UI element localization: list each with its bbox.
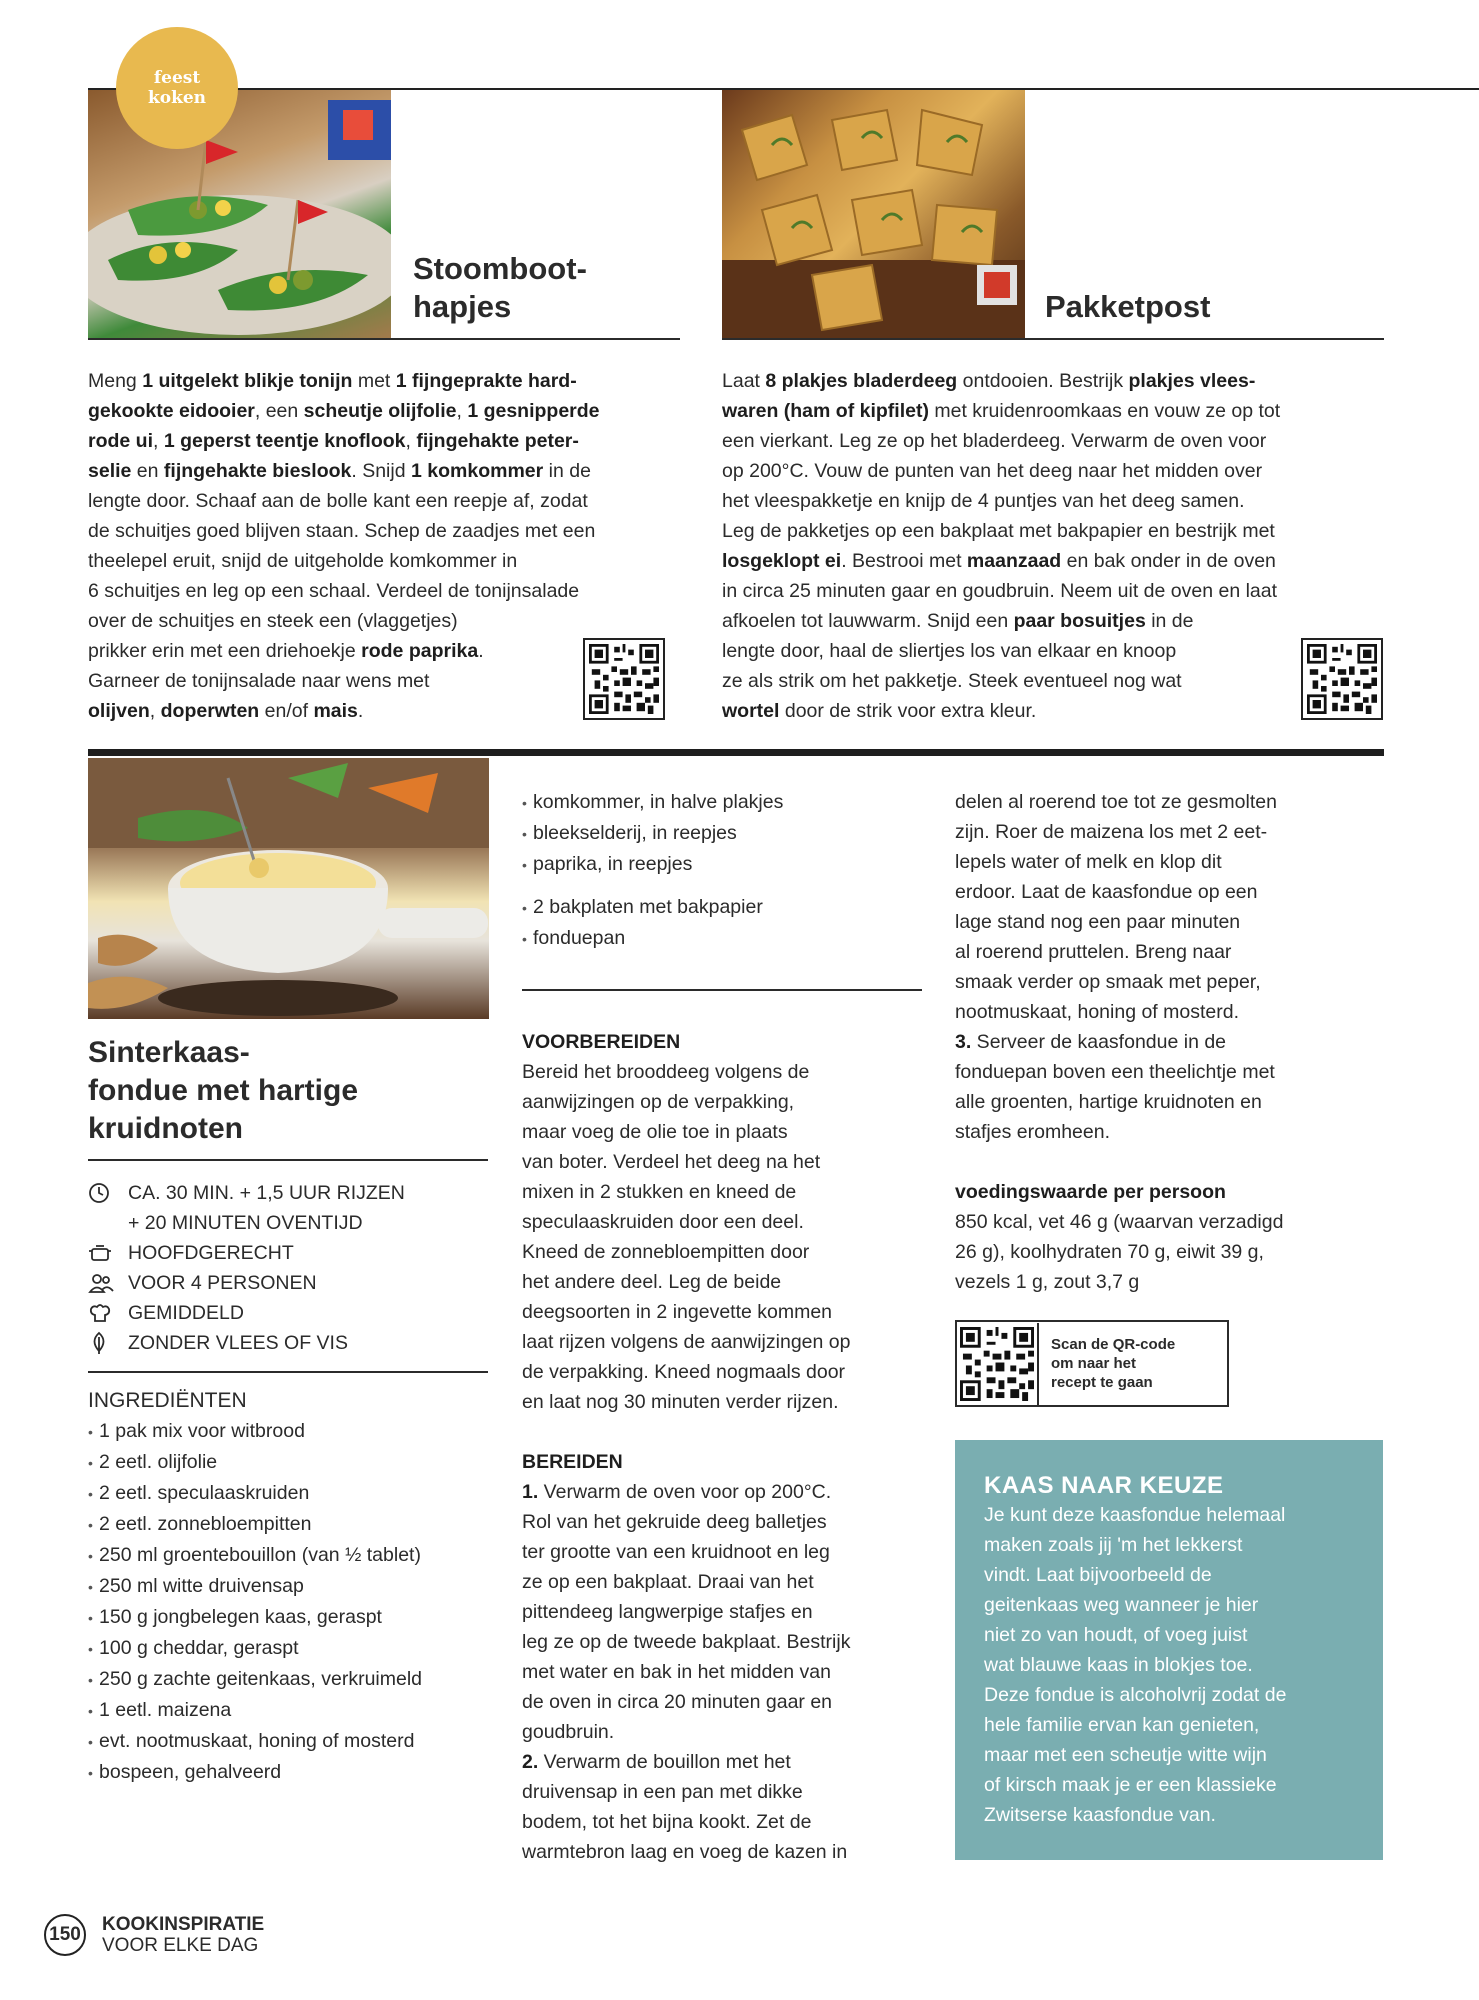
recipe2-title: Pakketpost (1045, 289, 1211, 324)
column-3 (955, 787, 1385, 1297)
step-line: lepels water of melk en klop dit (955, 851, 1222, 873)
nutrition-text (955, 1207, 1385, 1297)
column-2-rule (522, 989, 922, 991)
cheese-fondue-illustration (88, 758, 489, 1019)
leaf-icon (88, 1328, 118, 1358)
body-line: prikker erin met een driehoekje rode paprika. (88, 640, 484, 662)
tip-line: maken zoals jij 'm het lekkerst (984, 1534, 1243, 1556)
body-line: wortel door de strik voor extra kleur. (722, 700, 1037, 722)
ingredient-item: • 250 g zachte geitenkaas, verkruimeld (88, 1664, 488, 1695)
ingredient-item: • paprika, in reepjes (522, 849, 922, 880)
scan-line3: recept te gaan (1051, 1374, 1153, 1391)
nutrition-heading: voedingswaarde per persoon (955, 1181, 1226, 1203)
clock-icon (88, 1178, 118, 1208)
body-line: theelepel eruit, snijd de uitgeholde komkommer in (88, 550, 518, 572)
ingredient-item: • 1 eetl. maizena (88, 1695, 488, 1726)
tip-line: niet zo van houdt, of voeg juist (984, 1624, 1248, 1646)
meta-course-label: HOOFDGERECHT (128, 1242, 294, 1264)
tip-line: vindt. Laat bijvoorbeeld de (984, 1564, 1212, 1586)
meta-persons (88, 1268, 488, 1298)
ingredient-item: • 1 pak mix voor witbrood (88, 1416, 488, 1447)
body-line: Leg de pakketjes op een bakplaat met bakpapier en bestrijk met (722, 520, 1275, 542)
body-line: gekookte eidooier, een scheutje olijfolie, 1 gesnipperde (88, 400, 600, 422)
steps-heading: BEREIDEN (522, 1451, 623, 1473)
scan-line1: Scan de QR-code (1051, 1336, 1176, 1353)
meta-difficulty-label: GEMIDDELD (128, 1302, 244, 1324)
badge-line2: koken (147, 88, 207, 108)
step-line: 3. Serveer de kaasfondue in de (955, 1031, 1227, 1053)
feest-koken-badge (116, 27, 238, 149)
prep-text (522, 1057, 932, 1417)
ingredient-item: • komkommer, in halve plakjes (522, 787, 922, 818)
step-line: al roerend pruttelen. Breng naar (955, 941, 1232, 963)
tip-line: of kirsch maak je er een klassieke (984, 1774, 1277, 1796)
step-line: smaak verder op smaak met peper, (955, 971, 1261, 993)
body-line: rode ui, 1 geperst teentje knoflook, fijngehakte peter- (88, 430, 579, 452)
puff-pastry-parcels-illustration (722, 90, 1025, 340)
recipe3-title-line1: Sinterkaas- (88, 1036, 250, 1069)
body-line: de schuitjes goed blijven staan. Schep de zaadjes met een (88, 520, 596, 542)
tip-title: KAAS NAAR KEUZE (984, 1472, 1224, 1499)
tip-line: Zwitserse kaasfondue van. (984, 1804, 1216, 1826)
qr-code-icon (589, 644, 659, 714)
scan-line2: om naar het (1051, 1355, 1137, 1372)
recipe3-photo (88, 758, 489, 1019)
prep-line: speculaaskruiden door een deel. (522, 1211, 804, 1233)
tip-line: Je kunt deze kaasfondue helemaal (984, 1504, 1286, 1526)
body-line: losgeklopt ei. Bestrooi met maanzaad en bak onder in de oven (722, 550, 1276, 572)
qr-code-icon (960, 1326, 1034, 1402)
meta-time-line1: CA. 30 MIN. + 1,5 UUR RIJZEN (128, 1182, 405, 1204)
meta-diet-label: ZONDER VLEES OF VIS (128, 1332, 348, 1354)
body-line: lengte door, haal de sliertjes los van elkaar en knoop (722, 640, 1177, 662)
nutrition-line: vezels 1 g, zout 3,7 g (955, 1271, 1140, 1293)
recipe3-qr-code[interactable] (957, 1323, 1039, 1405)
step-line: alle groenten, hartige kruidnoten en (955, 1091, 1262, 1113)
recipe3-title-line2: fondue met hartige (88, 1074, 359, 1107)
recipe3-title-underline (88, 1159, 488, 1161)
body-line: in circa 25 minuten gaar en goudbruin. Neem uit de oven en laat (722, 580, 1278, 602)
ingredients-section (88, 1386, 488, 1788)
step-line: druivensap in een pan met dikke (522, 1781, 803, 1803)
ingredient-item: • 250 ml witte druivensap (88, 1571, 488, 1602)
step-line: stafjes eromheen. (955, 1121, 1111, 1143)
recipe3-title-line3: kruidnoten (88, 1112, 243, 1145)
ingredient-item: • 2 eetl. speculaaskruiden (88, 1478, 488, 1509)
tip-box (955, 1440, 1383, 1860)
recipe2-underline (722, 338, 1384, 340)
prep-line: het andere deel. Leg de beide (522, 1271, 782, 1293)
step-line: Rol van het gekruide deeg balletjes (522, 1511, 827, 1533)
nutrition-line: 850 kcal, vet 46 g (waarvan verzadigd (955, 1211, 1284, 1233)
prep-line: maar voeg de olie toe in plaats (522, 1121, 788, 1143)
step-line: 2. Verwarm de bouillon met het (522, 1751, 791, 1773)
prep-line: deegsoorten in 2 ingevette kommen (522, 1301, 833, 1323)
body-line: 6 schuitjes en leg op een schaal. Verdeel de tonijnsalade (88, 580, 580, 602)
body-line: afkoelen tot lauwwarm. Snijd een paar bosuitjes in de (722, 610, 1194, 632)
ingredient-item: • 2 eetl. zonnebloempitten (88, 1509, 488, 1540)
body-line: lengte door. Schaaf aan de bolle kant een reepje af, zodat (88, 490, 588, 512)
step-line: zijn. Roer de maizena los met 2 eet- (955, 821, 1268, 843)
steps-text (522, 1477, 932, 1867)
column-2 (522, 787, 922, 954)
badge-line1: feest (153, 68, 201, 88)
step-line: fonduepan boven een theelichtje met (955, 1061, 1275, 1083)
step-line: lage stand nog een paar minuten (955, 911, 1241, 933)
ingredient-item: • 2 eetl. olijfolie (88, 1447, 488, 1478)
step-line: bodem, tot het bijna kookt. Zet de (522, 1811, 812, 1833)
nutrition-line: 26 g), koolhydraten 70 g, eiwit 39 g, (955, 1241, 1264, 1263)
body-line: Garneer de tonijnsalade naar wens met (88, 670, 430, 692)
body-line: een vierkant. Leg ze op het bladerdeeg. Verwarm de oven voor (722, 430, 1267, 452)
step-line: ter grootte van een kruidnoot en leg (522, 1541, 830, 1563)
recipe3-meta (88, 1178, 488, 1358)
meta-course (88, 1238, 488, 1268)
equipment-list (522, 892, 922, 954)
step-line: 1. Verwarm de oven voor op 200°C. (522, 1481, 832, 1503)
body-line: Meng 1 uitgelekt blikje tonijn met 1 fijngeprakte hard- (88, 370, 577, 392)
step-line: nootmuskaat, honing of mosterd. (955, 1001, 1239, 1023)
tip-line: Deze fondue is alcoholvrij zodat de (984, 1684, 1287, 1706)
step-line: de oven in circa 20 minuten gaar en (522, 1691, 833, 1713)
recipe2-qr-code[interactable] (1301, 638, 1383, 720)
prep-line: aanwijzingen op de verpakking, (522, 1091, 795, 1113)
meta-time-line2: + 20 MINUTEN OVENTIJD (128, 1212, 363, 1234)
ingredient-item: • 100 g cheddar, geraspt (88, 1633, 488, 1664)
recipe3-title (88, 1034, 488, 1148)
recipe1-title-line1: Stoomboot- (413, 251, 587, 286)
footer-line1: KOOKINSPIRATIE (102, 1914, 265, 1935)
ingredients-list-continued (522, 787, 922, 880)
step-line: met water en bak in het midden van (522, 1661, 831, 1683)
body-line: over de schuitjes en steek een (vlaggetjes) (88, 610, 458, 632)
meta-time (88, 1178, 488, 1238)
meta-underline (88, 1371, 488, 1373)
recipe2-body (722, 366, 1402, 726)
prep-line: Kneed de zonnebloempitten door (522, 1241, 810, 1263)
ingredient-item: • evt. nootmuskaat, honing of mosterd (88, 1726, 488, 1757)
ingredient-item: • bleekselderij, in reepjes (522, 818, 922, 849)
body-line: olijven, doperwten en/of mais. (88, 700, 364, 722)
tip-line: wat blauwe kaas in blokjes toe. (984, 1654, 1253, 1676)
chef-hat-icon (88, 1298, 118, 1328)
ingredients-heading: INGREDIËNTEN (88, 1389, 247, 1412)
pot-icon (88, 1238, 118, 1268)
step-line: delen al roerend toe tot ze gesmolten (955, 791, 1277, 813)
footer-line2: VOOR ELKE DAG (102, 1935, 259, 1956)
tip-line: maar met een scheutje witte wijn (984, 1744, 1267, 1766)
step-line: erdoor. Laat de kaasfondue op een (955, 881, 1258, 903)
ingredients-list (88, 1416, 488, 1788)
prep-line: en laat nog 30 minuten verder rijzen. (522, 1391, 839, 1413)
meta-diet (88, 1328, 488, 1358)
step-line: warmtebron laag en voeg de kazen in (522, 1841, 848, 1863)
equipment-item: • 2 bakplaten met bakpapier (522, 892, 922, 923)
prep-line: van boter. Verdeel het deeg na het (522, 1151, 821, 1173)
meta-persons-label: VOOR 4 PERSONEN (128, 1272, 317, 1294)
recipe1-qr-code[interactable] (583, 638, 665, 720)
step-line: ze op een bakplaat. Draai van het (522, 1571, 814, 1593)
tip-line: hele familie ervan kan genieten, (984, 1714, 1260, 1736)
body-line: op 200°C. Vouw de punten van het deeg naar het midden over (722, 460, 1263, 482)
body-line: waren (ham of kipfilet) met kruidenroomkaas en vouw ze op tot (722, 400, 1281, 422)
qr-code-icon (1307, 644, 1377, 714)
step-line: pittendeeg langwerpige stafjes en (522, 1601, 813, 1623)
page-number: 150 (44, 1914, 86, 1956)
footer-label (102, 1914, 264, 1956)
ingredient-item: • 250 ml groentebouillon (van ½ tablet) (88, 1540, 488, 1571)
body-line: ze als strik om het pakketje. Steek eventueel nog wat (722, 670, 1182, 692)
people-icon (88, 1268, 118, 1298)
tip-line: geitenkaas weg wanneer je hier (984, 1594, 1259, 1616)
recipe1-underline (88, 338, 680, 340)
body-line: het vleespakketje en knijp de 4 puntjes van het deeg samen. (722, 490, 1245, 512)
recipe2-photo (722, 90, 1025, 340)
prep-heading: VOORBEREIDEN (522, 1031, 681, 1053)
ingredient-item: • 150 g jongbelegen kaas, geraspt (88, 1602, 488, 1633)
equipment-item: • fonduepan (522, 923, 922, 954)
step-line: leg ze op de tweede bakplaat. Bestrijk (522, 1631, 851, 1653)
prep-line: laat rijzen volgens de aanwijzingen op (522, 1331, 851, 1353)
prep-line: mixen in 2 stukken en kneed de (522, 1181, 797, 1203)
scan-instruction (1039, 1335, 1211, 1392)
prep-line: de verpakking. Kneed nogmaals door (522, 1361, 846, 1383)
prep-section (522, 1027, 932, 1867)
recipe1-title (413, 250, 587, 326)
step-line: goudbruin. (522, 1721, 615, 1743)
body-line: Laat 8 plakjes bladerdeeg ontdooien. Bestrijk plakjes vlees- (722, 370, 1256, 392)
recipe1-title-line2: hapjes (413, 289, 512, 324)
ingredient-item: • bospeen, gehalveerd (88, 1757, 488, 1788)
tip-text (984, 1500, 1355, 1830)
meta-difficulty (88, 1298, 488, 1328)
recipe3-scan-box[interactable] (955, 1320, 1229, 1407)
steps-text-continued (955, 787, 1385, 1147)
prep-line: Bereid het brooddeeg volgens de (522, 1061, 810, 1083)
body-line: selie en fijngehakte bieslook. Snijd 1 komkommer in de (88, 460, 591, 482)
section-divider (88, 749, 1384, 756)
